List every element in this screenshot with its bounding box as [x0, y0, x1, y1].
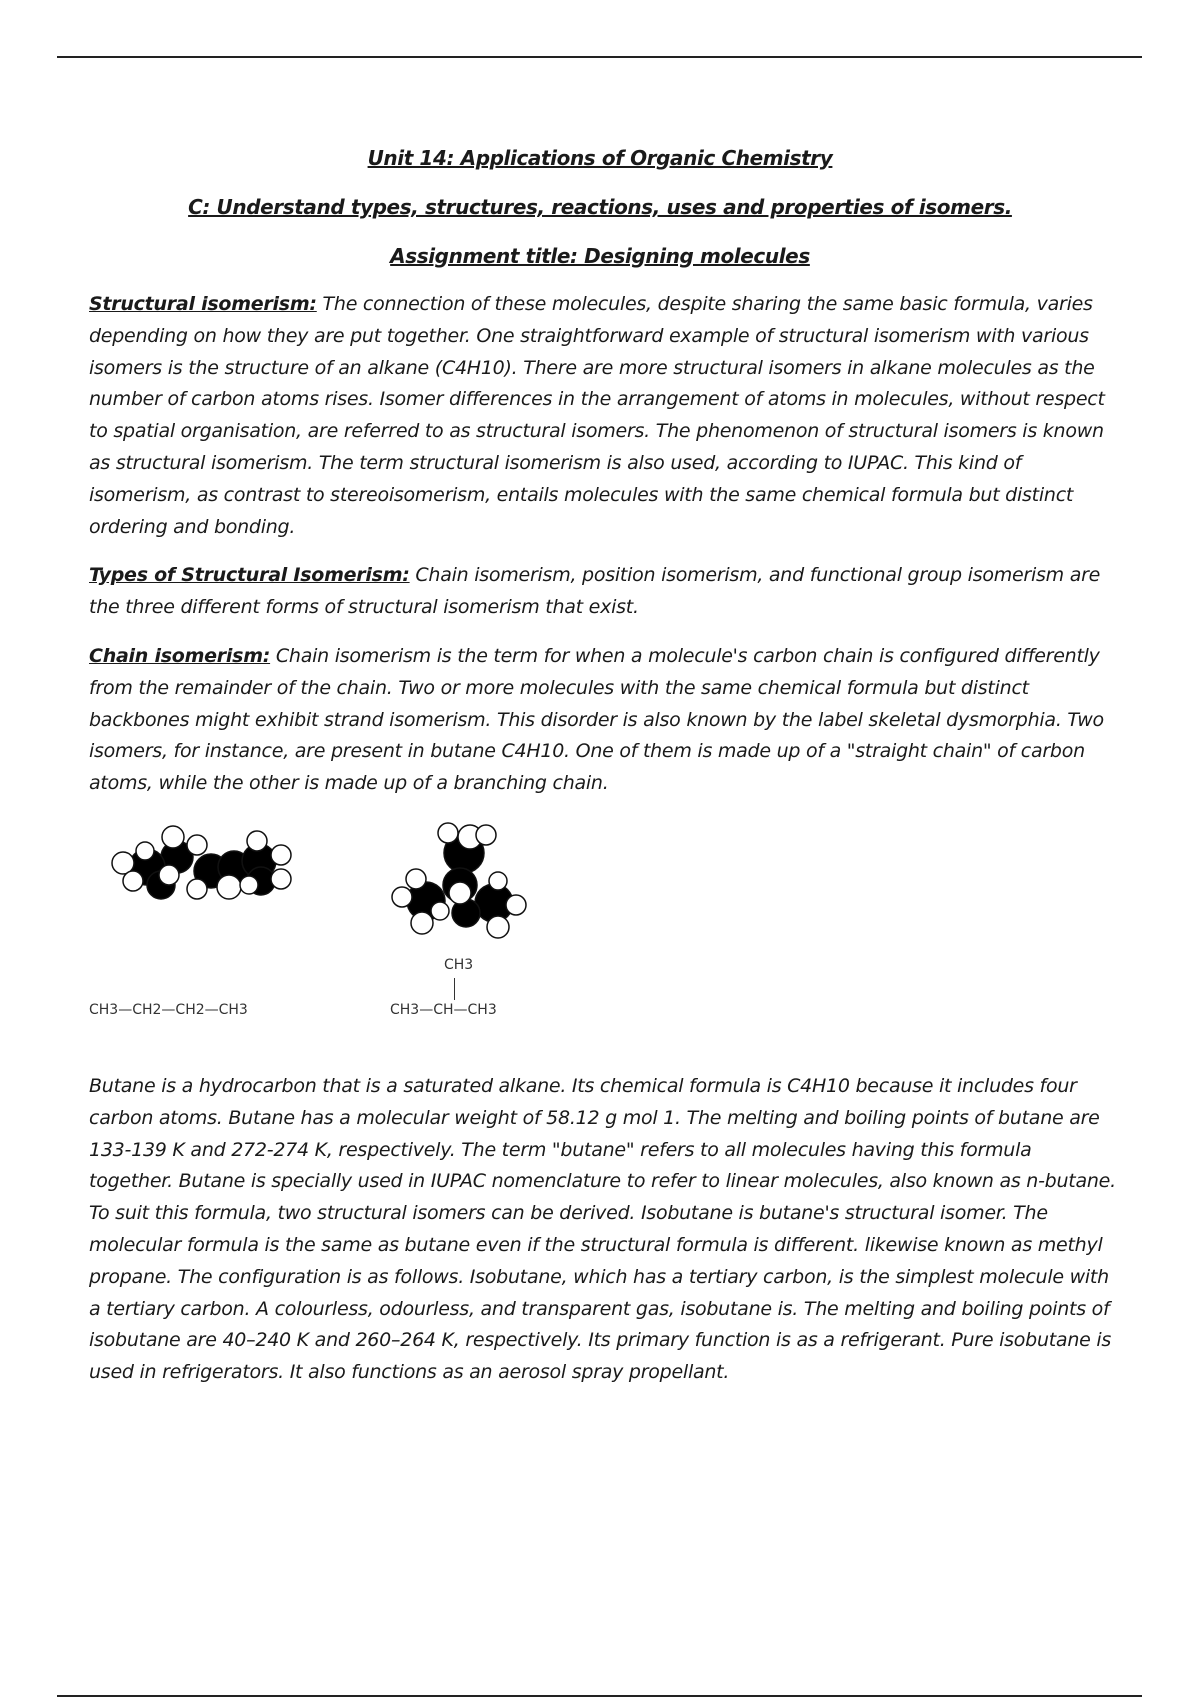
- types-text: Chain isomerism, position isomerism, and functional group isomerism are the three different forms of structural isomerism that exist.: [89, 564, 1101, 619]
- structural-isomerism-text: The connection of these molecules, despite sharing the same basic formula, varies depending on how they are put together. One straightforward example of structural isomerism with various isomers is the structure of an alkane (C4H10). There are more structural isomers in alkane molecules as the number of carbon atoms rises. Isomer differences in the arrangement of atoms in molecules, without respect to spatial organisation, are referred to as structural isomers. The phenomenon of structural isomers is known as structural isomerism. The term structural isomerism is also used, according to IUPAC. This kind of isomerism, as contrast to stereoisomerism, entails molecules with the same chemical formula but distinct ordering and bonding.: [89, 293, 1105, 538]
- unit-heading: Unit 14: Applications of Organic Chemistry: [367, 146, 833, 170]
- isobutane-structural-formula: CH3—CH—CH3: [390, 1001, 497, 1018]
- heading-block: [0, 144, 1200, 291]
- isomer-figures: [89, 815, 1119, 1061]
- bottom-rule: [57, 1695, 1142, 1697]
- criteria-heading: C: Understand types, structures, reactions, uses and properties of isomers.: [188, 195, 1012, 219]
- chain-isomerism-paragraph: [89, 641, 1119, 800]
- chain-isomerism-lead: Chain isomerism:: [89, 644, 271, 667]
- structural-isomerism-paragraph: [89, 289, 1119, 543]
- n-butane-structural-formula: CH3—CH2—CH2—CH3: [89, 1001, 248, 1018]
- isobutane-branch-group: CH3: [444, 956, 474, 973]
- types-lead: Types of Structural Isomerism:: [89, 564, 410, 587]
- assignment-heading: Assignment title: Designing molecules: [390, 244, 810, 268]
- n-butane-space-filling-model-icon: [109, 815, 309, 925]
- structural-isomerism-lead: Structural isomerism:: [89, 293, 317, 315]
- butane-paragraph: Butane is a hydrocarbon that is a saturated alkane. Its chemical formula is C4H10 because it includes four carbon atoms. Butane has a molecular weight of 58.12 g mol 1. The melting and boiling points of butane are 133-139 K and 272-274 K, respectively. The term "butane" refers to all molecules having this formula together. Butane is specially used in IUPAC nomenclature to refer to linear molecules, also known as n-butane. To suit this formula, two structural isomers can be derived. Isobutane is butane's structural isomer. The molecular formula is the same as butane even if the structural formula is different. likewise known as methyl propane. The configuration is as follows. Isobutane, which has a tertiary carbon, is the simplest molecule with a tertiary carbon. A colourless, odourless, and transparent gas, isobutane is. The melting and boiling points of isobutane are 40–240 K and 260–264 K, respectively. Its primary function is as a refrigerant. Pure isobutane is used in refrigerators. It also functions as an aerosol spray propellant.: [89, 1074, 1116, 1384]
- isobutane-branch-bond: [454, 978, 455, 1000]
- chain-isomerism-text: Chain isomerism is the term for when a molecule's carbon chain is configured differently from the remainder of the chain. Two or more molecules with the same chemical formula but distinct backbones might exhibit strand isomerism. This disorder is also known by the label skeletal dysmorphia. Two isomers, for instance, are present in butane C4H10. One of them is made up of a "straight chain" of carbon atoms, while the other is made up of a branching chain.: [89, 644, 1104, 795]
- isobutane-space-filling-model-icon: [384, 815, 554, 945]
- document-body: [89, 289, 1119, 1406]
- top-rule: [57, 56, 1142, 58]
- types-paragraph: [89, 560, 1119, 624]
